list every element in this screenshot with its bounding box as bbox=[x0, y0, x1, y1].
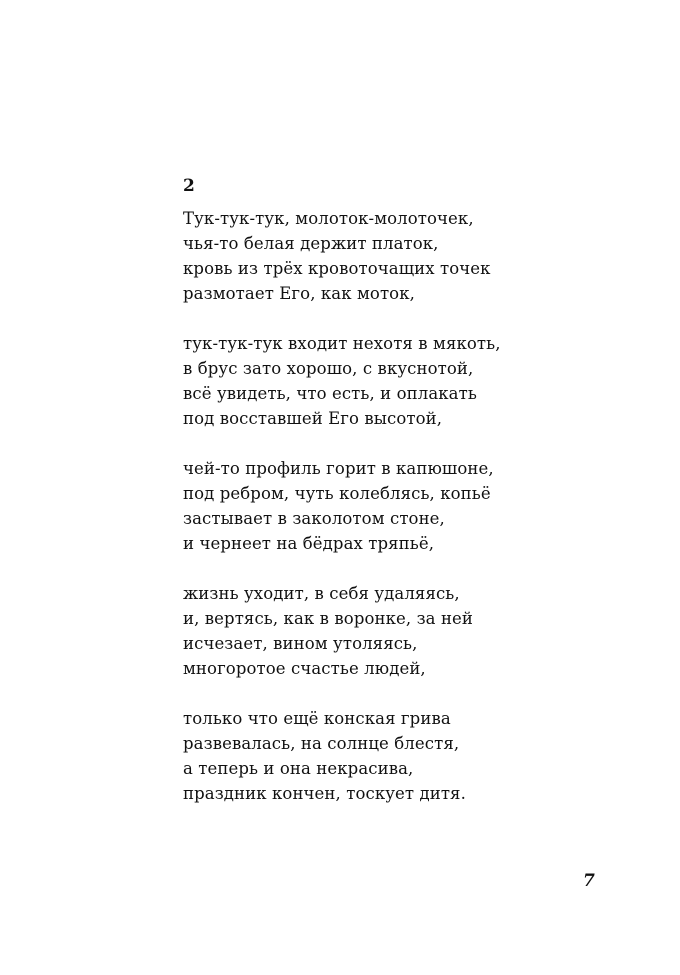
stanza bbox=[183, 206, 623, 306]
poem-line: а теперь и она некрасива, bbox=[183, 759, 414, 778]
poem-line: под восставшей Его высотой, bbox=[183, 409, 443, 428]
poem-line: чей-то профиль горит в капюшоне, bbox=[183, 459, 494, 478]
poem-line: тук-тук-тук входит нехотя в мякоть, bbox=[183, 334, 501, 353]
poem-line: чья-то белая держит платок, bbox=[183, 234, 439, 253]
poem-line: исчезает, вином утоляясь, bbox=[183, 634, 418, 653]
stanza bbox=[183, 706, 623, 806]
poem-line: размотает Его, как моток, bbox=[183, 284, 415, 303]
poem-line: многоротое счастье людей, bbox=[183, 659, 426, 678]
poem-line: жизнь уходит, в себя удаляясь, bbox=[183, 584, 460, 603]
poem-line: всё увидеть, что есть, и оплакать bbox=[183, 384, 477, 403]
poem-line: развевалась, на солнце блестя, bbox=[183, 734, 460, 753]
poem-line: и чернеет на бёдрах тряпьё, bbox=[183, 534, 435, 553]
poem-line: кровь из трёх кровоточащих точек bbox=[183, 259, 491, 278]
poem-body bbox=[183, 206, 623, 831]
poem-section-number: 2 bbox=[183, 176, 195, 196]
poem-line: только что ещё конская грива bbox=[183, 709, 451, 728]
poem-line: под ребром, чуть колеблясь, копьё bbox=[183, 484, 491, 503]
stanza bbox=[183, 456, 623, 556]
stanza bbox=[183, 331, 623, 431]
stanza bbox=[183, 581, 623, 681]
poem-line: праздник кончен, тоскует дитя. bbox=[183, 784, 466, 803]
poem-line: Тук-тук-тук, молоток-молоточек, bbox=[183, 209, 474, 228]
poem-line: и, вертясь, как в воронке, за ней bbox=[183, 609, 474, 628]
poem-line: в брус зато хорошо, с вкуснотой, bbox=[183, 359, 474, 378]
page-number: 7 bbox=[583, 871, 595, 891]
poem-line: застывает в заколотом стоне, bbox=[183, 509, 445, 528]
